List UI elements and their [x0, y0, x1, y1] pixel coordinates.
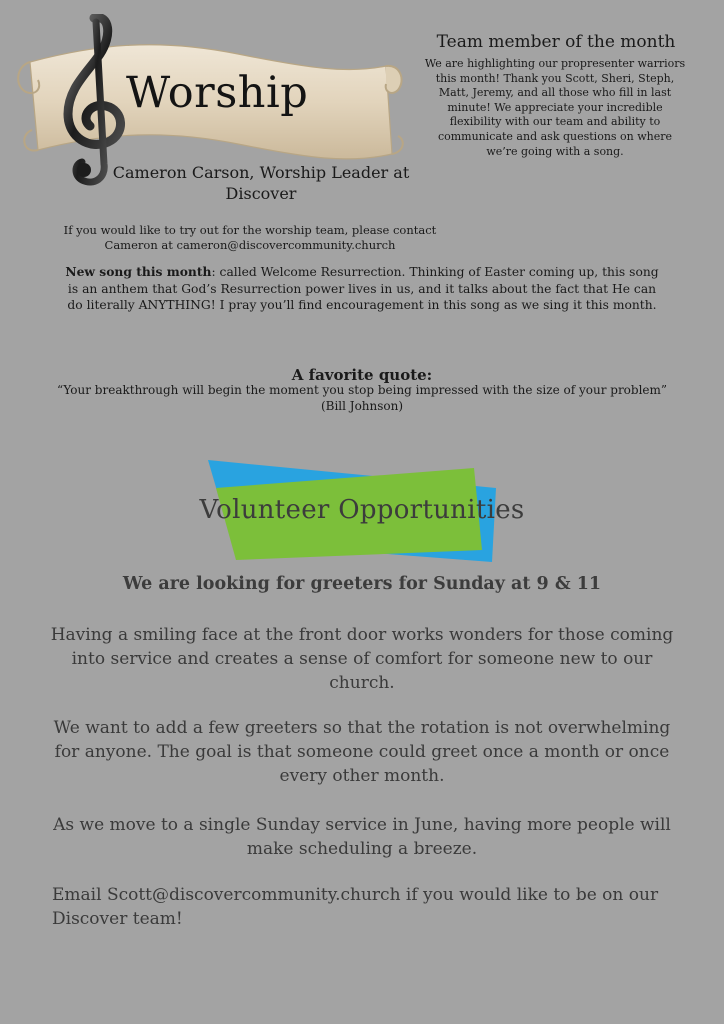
worship-banner-title: Worship [126, 68, 309, 118]
quote-block [20, 383, 704, 414]
greeters-paragraph-3: As we move to a single Sunday service in June, having more people will make scheduling a breeze. [53, 815, 671, 859]
new-song-text: : called Welcome Resurrection. Thinking of Easter coming up, this song is an anthem that God’s Resurrection power lives in us, and it talks about the fact that He can do literally ANYTHING! I pray you’ll find encouragement in this song as we sing it this month. [67, 265, 659, 312]
quote-text: “Your breakthrough will begin the moment you stop being impressed with the size of your problem” [56, 383, 668, 397]
new-song-paragraph [64, 264, 660, 314]
worship-leader-name: Cameron Carson, Worship Leader at Discover [112, 163, 410, 203]
team-member-body: We are highlighting our propresenter warriors this month! Thank you Scott, Sheri, Steph, Matt, Jeremy, and all those who fill in last minute! We appreciate your incredible flexibility with our team and ability to communicate and ask questions on where we’re going with a song. [424, 57, 686, 158]
greeters-paragraph-1: Having a smiling face at the front door works wonders for those coming into service and creates a sense of comfort for someone new to our church. [50, 625, 674, 693]
new-song-label: New song this month [65, 264, 212, 279]
team-member-title: Team member of the month [436, 32, 676, 52]
greeters-paragraph-2: We want to add a few greeters so that the rotation is not overwhelming for anyone. The goal is that someone could greet once a month or once every other month. [53, 718, 671, 786]
volunteer-title: Volunteer Opportunities [199, 495, 525, 525]
worship-tryout-text: If you would like to try out for the worship team, please contact Cameron at cameron@discovercommunity.church [63, 223, 437, 252]
quote-author: (Bill Johnson) [320, 398, 404, 413]
greeters-heading: We are looking for greeters for Sunday at 9 & 11 [122, 574, 602, 594]
volunteer-email-text: Email Scott@discovercommunity.church if you would like to be on our Discover team! [52, 885, 659, 929]
quote-title: A favorite quote: [291, 366, 433, 384]
